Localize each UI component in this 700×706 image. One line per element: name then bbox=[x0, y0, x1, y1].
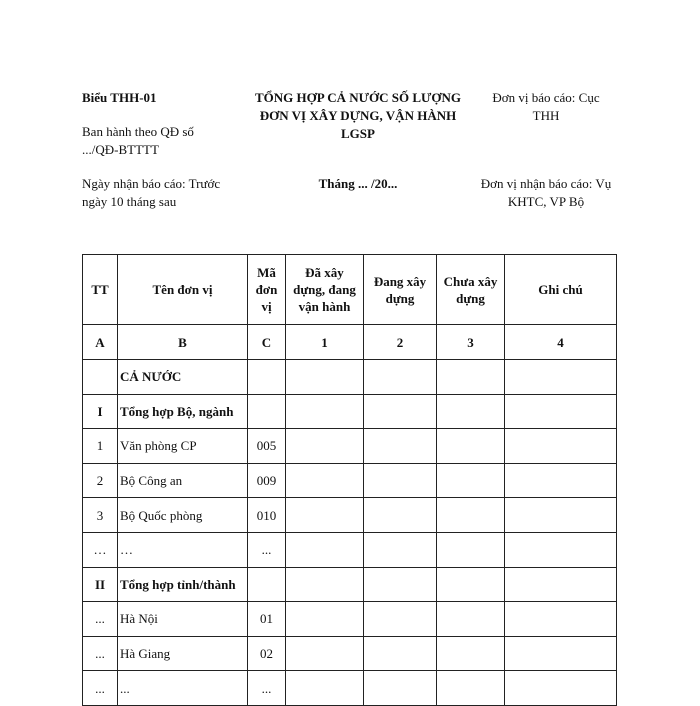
row-unit-code-cell: 02 bbox=[248, 636, 286, 671]
header-tt: TT bbox=[83, 255, 118, 325]
header-building-line1: Đang xây bbox=[373, 273, 427, 289]
row-not-built-cell bbox=[437, 360, 505, 395]
table-row bbox=[83, 636, 617, 671]
row-building-cell bbox=[364, 429, 437, 464]
receive-date-line2: ngày 10 tháng sau bbox=[82, 194, 177, 209]
row-unit-code-cell: ... bbox=[248, 532, 286, 567]
row-not-built-cell bbox=[437, 498, 505, 533]
row-building-cell bbox=[364, 498, 437, 533]
table-row bbox=[83, 602, 617, 637]
row-note-cell bbox=[505, 498, 617, 533]
table-row bbox=[83, 429, 617, 464]
row-tt-cell: … bbox=[83, 532, 118, 567]
report-period: Tháng ... /20... bbox=[318, 176, 398, 191]
table-header-row bbox=[83, 255, 617, 325]
header-not-built-line2: dựng bbox=[456, 290, 485, 306]
title-line2: ĐƠN VỊ XÂY DỰNG, VẬN HÀNH bbox=[259, 108, 457, 123]
index-cell: 4 bbox=[505, 325, 617, 360]
row-unit-code-cell: ... bbox=[248, 671, 286, 706]
row-note-cell bbox=[505, 567, 617, 602]
table-row bbox=[83, 567, 617, 602]
row-tt-cell: ... bbox=[83, 636, 118, 671]
row-built-cell bbox=[286, 498, 364, 533]
row-unit-name-cell: ... bbox=[118, 671, 248, 706]
row-unit-name-cell: … bbox=[118, 532, 248, 567]
row-unit-code-cell bbox=[248, 567, 286, 602]
header-building bbox=[364, 255, 437, 325]
index-cell: 3 bbox=[437, 325, 505, 360]
row-unit-code-cell: 01 bbox=[248, 602, 286, 637]
row-tt-cell: II bbox=[83, 567, 118, 602]
row-built-cell bbox=[286, 671, 364, 706]
row-unit-name-cell: Hà Nội bbox=[118, 602, 248, 637]
row-built-cell bbox=[286, 429, 364, 464]
row-building-cell bbox=[364, 394, 437, 429]
row-tt-cell: ... bbox=[83, 671, 118, 706]
table-row bbox=[83, 532, 617, 567]
row-tt-cell bbox=[83, 360, 118, 395]
receiving-unit-line1: Đơn vị nhận báo cáo: Vụ bbox=[480, 176, 612, 191]
row-unit-name-cell: Tổng hợp tỉnh/thành bbox=[118, 567, 248, 602]
index-cell: 2 bbox=[364, 325, 437, 360]
row-note-cell bbox=[505, 463, 617, 498]
index-cell: C bbox=[248, 325, 286, 360]
table-row bbox=[83, 394, 617, 429]
header-built-line2: dựng, đang bbox=[293, 282, 356, 297]
issued-decision-line1: Ban hành theo QĐ số bbox=[82, 124, 194, 139]
row-building-cell bbox=[364, 671, 437, 706]
header-not-built-line1: Chưa xây bbox=[443, 273, 498, 289]
row-not-built-cell bbox=[437, 636, 505, 671]
row-unit-name-cell: Văn phòng CP bbox=[118, 429, 248, 464]
row-built-cell bbox=[286, 394, 364, 429]
header-unit-code-line2: đơn vị bbox=[255, 282, 278, 314]
row-building-cell bbox=[364, 360, 437, 395]
row-building-cell bbox=[364, 463, 437, 498]
row-note-cell bbox=[505, 671, 617, 706]
issued-decision-line2: .../QĐ-BTTTT bbox=[82, 142, 159, 157]
row-not-built-cell bbox=[437, 429, 505, 464]
row-not-built-cell bbox=[437, 394, 505, 429]
table-body bbox=[83, 360, 617, 706]
header-unit-code-line1: Mã bbox=[257, 265, 276, 280]
header-built-line3: vận hành bbox=[298, 299, 351, 314]
row-building-cell bbox=[364, 602, 437, 637]
header-not-built bbox=[437, 255, 505, 325]
table-row bbox=[83, 360, 617, 395]
row-tt-cell: ... bbox=[83, 602, 118, 637]
row-tt-cell: 1 bbox=[83, 429, 118, 464]
row-unit-code-cell: 010 bbox=[248, 498, 286, 533]
row-building-cell bbox=[364, 636, 437, 671]
row-unit-code-cell bbox=[248, 360, 286, 395]
row-note-cell bbox=[505, 636, 617, 671]
header-building-line2: dựng bbox=[385, 290, 415, 306]
row-unit-code-cell: 009 bbox=[248, 463, 286, 498]
row-not-built-cell bbox=[437, 602, 505, 637]
row-built-cell bbox=[286, 602, 364, 637]
row-tt-cell: 2 bbox=[83, 463, 118, 498]
table-row bbox=[83, 463, 617, 498]
row-not-built-cell bbox=[437, 567, 505, 602]
row-note-cell bbox=[505, 429, 617, 464]
row-building-cell bbox=[364, 567, 437, 602]
reporting-unit-line1: Đơn vị báo cáo: Cục bbox=[492, 90, 600, 105]
row-built-cell bbox=[286, 567, 364, 602]
title-line1: TỔNG HỢP CẢ NƯỚC SỐ LƯỢNG bbox=[255, 90, 461, 105]
header-unit-name: Tên đơn vị bbox=[118, 255, 248, 325]
row-not-built-cell bbox=[437, 532, 505, 567]
row-built-cell bbox=[286, 532, 364, 567]
header-unit-code bbox=[248, 255, 286, 325]
row-note-cell bbox=[505, 602, 617, 637]
receive-date-line1: Ngày nhận báo cáo: Trước bbox=[82, 176, 221, 191]
row-not-built-cell bbox=[437, 463, 505, 498]
row-tt-cell: 3 bbox=[83, 498, 118, 533]
row-built-cell bbox=[286, 360, 364, 395]
header-built-line1: Đã xây bbox=[305, 265, 344, 280]
row-tt-cell: I bbox=[83, 394, 118, 429]
row-not-built-cell bbox=[437, 671, 505, 706]
index-cell: A bbox=[83, 325, 118, 360]
index-cell: B bbox=[118, 325, 248, 360]
table-row bbox=[83, 498, 617, 533]
table-index-row bbox=[83, 325, 617, 360]
title-line3: LGSP bbox=[341, 126, 375, 141]
summary-table bbox=[82, 254, 617, 706]
row-built-cell bbox=[286, 463, 364, 498]
row-note-cell bbox=[505, 360, 617, 395]
header-note: Ghi chú bbox=[505, 255, 617, 325]
receiving-unit-line2: KHTC, VP Bộ bbox=[507, 194, 585, 209]
header-built bbox=[286, 255, 364, 325]
row-building-cell bbox=[364, 532, 437, 567]
reporting-unit-line2: THH bbox=[532, 108, 560, 123]
row-unit-name-cell: Tổng hợp Bộ, ngành bbox=[118, 394, 248, 429]
row-unit-code-cell bbox=[248, 394, 286, 429]
form-code: Biểu THH-01 bbox=[82, 90, 157, 105]
row-note-cell bbox=[505, 532, 617, 567]
row-unit-name-cell: Bộ Công an bbox=[118, 463, 248, 498]
row-unit-name-cell: Hà Giang bbox=[118, 636, 248, 671]
row-unit-name-cell: CẢ NƯỚC bbox=[118, 360, 248, 395]
row-unit-code-cell: 005 bbox=[248, 429, 286, 464]
table-row bbox=[83, 671, 617, 706]
row-note-cell bbox=[505, 394, 617, 429]
index-cell: 1 bbox=[286, 325, 364, 360]
row-built-cell bbox=[286, 636, 364, 671]
row-unit-name-cell: Bộ Quốc phòng bbox=[118, 498, 248, 533]
